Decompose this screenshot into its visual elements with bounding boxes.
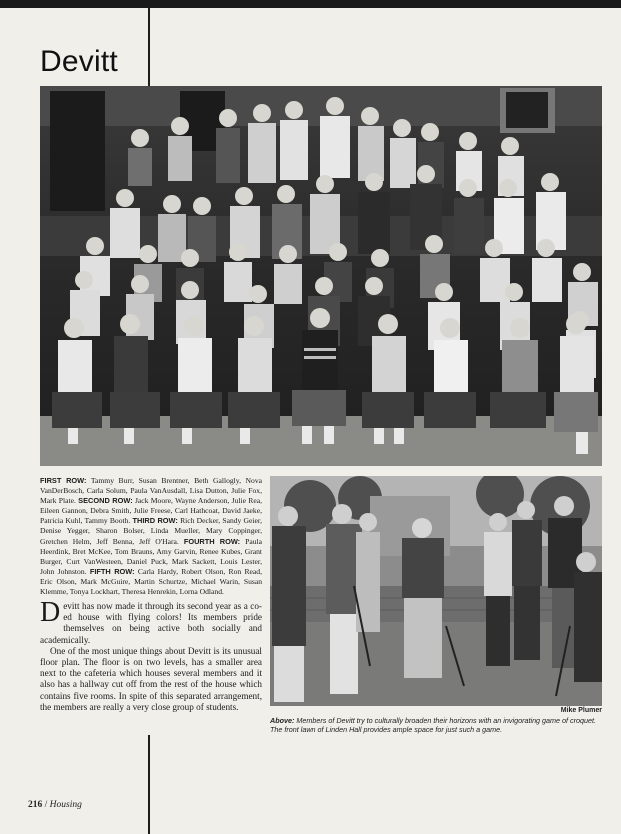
photo-credit: Mike Plumer (560, 707, 602, 714)
row-names: Tammy Burr, Susan Brentner, Beth Gallogly, Nova VanDerBosch, Carla Solum, Paula VanAusdall, Lisa Dutton, Julie Fox, Mark Plate. (40, 476, 262, 506)
row-names: Carla Hardy, Robert Olson, Ron Read, Eric Olson, Mark McGuire, Martin Schurtze, Michael Warin, Susan Klemme, Tonya Lockhart, Theresa Henrekin, Lorna Odland. (40, 566, 262, 597)
croquet-photo-caption (270, 716, 602, 734)
row-label: FOURTH ROW: (183, 536, 241, 546)
group-photo (40, 86, 602, 466)
paragraph-text: evitt has now made it through its second year as a co-ed house with flying colors! Its members pride themselves on being active both socially and academically. (40, 601, 262, 645)
caption-text: Members of Devitt try to culturally broaden their horizons with an invigorating game of croquet. The front lawn of Linden Hall provides ample space for just such a game. (270, 716, 596, 734)
page-title: Devitt (40, 45, 118, 78)
row-names: Rich Decker, Sandy Geier, Denise Yegger, Sharon Bolser, Linda Mueller, Mary Coppinger, Gretchen Helm, Jeff Benna, Jeff O'Hara. (40, 516, 262, 546)
vertical-rule-top (148, 8, 150, 86)
page-folio (28, 800, 82, 810)
page-number: 216 (28, 800, 43, 810)
row-label: FIRST ROW: (40, 476, 87, 485)
group-photo-caption (40, 476, 262, 597)
row-label: FIFTH ROW: (89, 566, 135, 576)
article-body (40, 597, 262, 713)
croquet-photo (270, 476, 602, 706)
article-paragraph (40, 597, 262, 646)
row-names: Paula Heerdink, Bret McKee, Tom Brauns, Amy Garvin, Renee Kubes, Grant Burger, Curt VanWesteen, Daniel Puck, Mark Sackett, Louis Lester, John Johnston. (40, 536, 262, 576)
row-label: THIRD ROW: (132, 516, 178, 526)
row-label: SECOND ROW: (78, 496, 133, 506)
folio-separator: / (42, 800, 50, 810)
caption-label: Above: (270, 716, 295, 725)
drop-cap: D (40, 597, 61, 628)
section-name: Housing (49, 800, 82, 810)
top-border (0, 0, 621, 8)
vertical-rule-bottom (148, 735, 150, 834)
article-paragraph: One of the most unique things about Devitt is its unusual floor plan. The floor is on two levels, has a smaller area next to the cafeteria which houses several members and it also has a hallway cut off from the rest of the house which contains five rooms. In spite of this separated arrangement, the members are really a very close group of students. (40, 645, 262, 712)
row-names: Jack Moore, Wayne Anderson, Julie Rea, Eileen Gannon, Debra Smith, Julie Freese, Carl Hathcoat, David Jaeke, Patricia Kuhl, Tammy Booth. (40, 496, 263, 526)
